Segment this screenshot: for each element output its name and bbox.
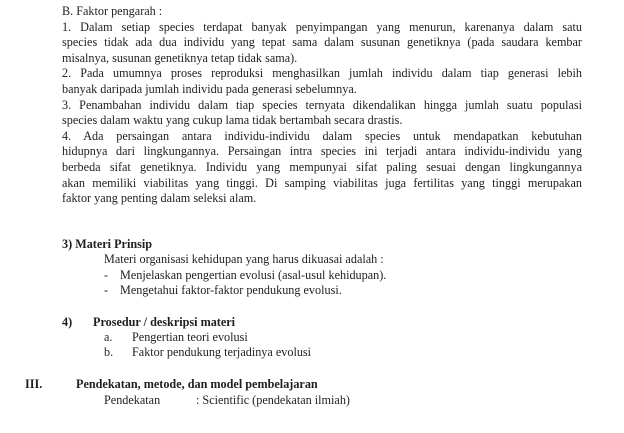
row-label: Pendekatan [104, 393, 161, 407]
bullet-text: Menjelaskan pengertian evolusi (asal-usul kehidupan). [120, 267, 387, 282]
section-III-row [104, 393, 350, 409]
item-4-line-1: 4. Ada persaingan antara individu-individu dalam species untuk mendapatkan kebutuhan [62, 128, 582, 143]
list-item [104, 345, 311, 361]
item-text: Pengertian teori evolusi [132, 330, 248, 344]
item-4-line-3: berbeda sifat genetiknya. Individu yang mempunyai sifat paling sesuai dengan lingkungannya [62, 159, 582, 174]
item-3-line-2: species dalam waktu yang cukup lama tidak bertambah secara drastis. [62, 113, 403, 128]
item-1-line-1: 1. Dalam setiap species terdapat banyak penyimpangan yang menurun, karenanya dalam satu [62, 19, 582, 34]
bullet-dash: - [104, 283, 109, 298]
item-4-line-5: faktor yang penting dalam seleksi alam. [62, 191, 257, 206]
section-III-title: Pendekatan, metode, dan model pembelajaran [76, 377, 318, 391]
item-letter: a. [104, 330, 113, 344]
item-1-line-3: misalnya, susunan genetiknya tetap tidak sama). [62, 50, 298, 65]
bullet-dash: - [104, 267, 109, 282]
item-2-line-2: banyak daripada jumlah individu pada generasi sebelumnya. [62, 81, 357, 96]
section-b-heading: B. Faktor pengarah : [62, 4, 163, 18]
section-3-body [104, 252, 386, 299]
list-item [104, 283, 386, 299]
item-1-line-2: species tidak ada dua individu yang tepat sama dalam susunan genetiknya (pada saudara kembar [62, 35, 582, 50]
section-3-intro: Materi organisasi kehidupan yang harus dikuasai adalah : [104, 252, 384, 266]
item-3-line-1: 3. Penambahan individu dalam tiap species ternyata dikendalikan hingga jumlah suatu populasi [62, 97, 582, 112]
section-b-block [62, 4, 582, 207]
list-item [104, 330, 248, 346]
section-4-title [62, 315, 235, 331]
bullet-text: Mengetahui faktor-faktor pendukung evolusi. [120, 283, 342, 298]
item-4-line-4: akan memiliki viabilitas yang tinggi. Di samping viabilitas juga fertilitas yang tinggi merupakan [62, 175, 582, 190]
section-4-number: 4) [62, 315, 73, 329]
list-item [104, 268, 386, 284]
item-2-line-1: 2. Pada umumnya proses reproduksi menghasilkan jumlah individu dalam tiap generasi lebih [62, 66, 582, 81]
row-value: : Scientific (pendekatan ilmiah) [196, 393, 350, 407]
section-III-number: III. [25, 377, 43, 391]
item-text: Faktor pendukung terjadinya evolusi [132, 345, 312, 359]
item-4-line-2: hidupnya dari lingkungannya. Persaingan intra species ini terjadi antara individu-individu yang [62, 144, 582, 159]
section-4-title-text: Prosedur / deskripsi materi [93, 315, 236, 329]
item-letter: b. [104, 345, 114, 359]
section-3-title: 3) Materi Prinsip [62, 237, 153, 251]
